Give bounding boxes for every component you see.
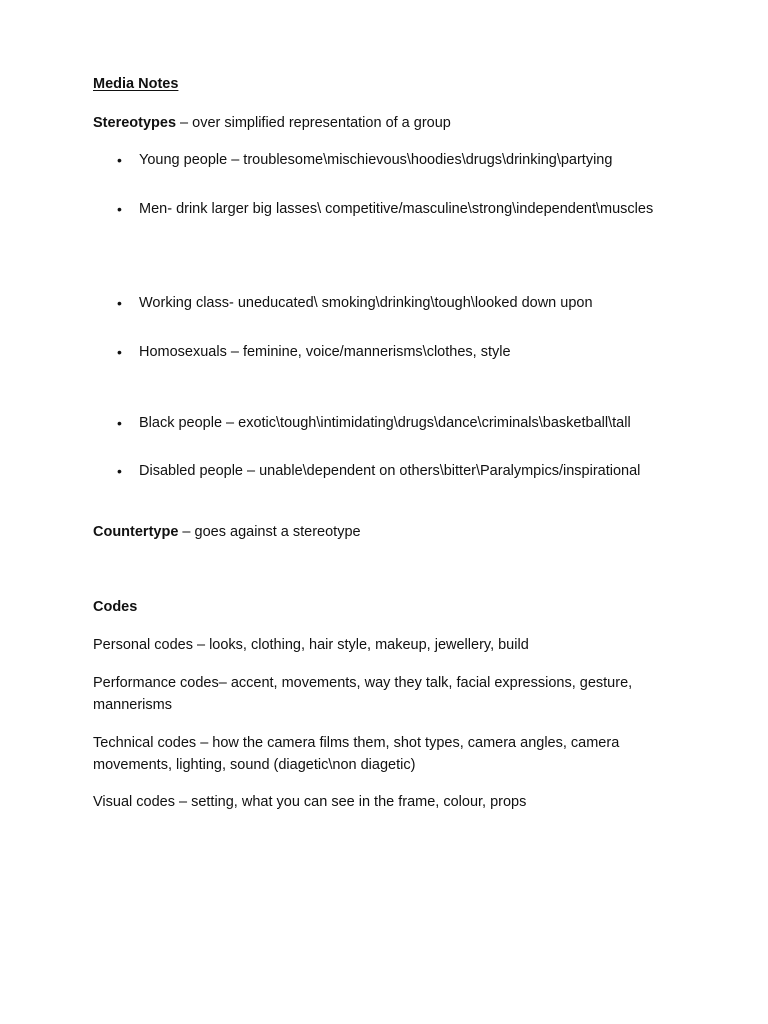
countertype-definition-line bbox=[93, 522, 361, 542]
list-item-text: Men- drink larger big lasses\ competitive/masculine\strong\independent\muscles bbox=[139, 201, 654, 217]
countertype-definition: – goes against a stereotype bbox=[178, 524, 361, 540]
codes-paragraph: Technical codes – how the camera films them, shot types, camera angles, camera movements, lighting, sound (diagetic\non diagetic) bbox=[93, 735, 620, 773]
codes-paragraph: Visual codes – setting, what you can see in the frame, colour, props bbox=[93, 794, 527, 810]
stereotypes-definition: – over simplified representation of a group bbox=[176, 115, 451, 131]
codes-paragraph: Performance codes– accent, movements, way they talk, facial expressions, gesture, mannerisms bbox=[93, 675, 633, 713]
bullet-icon: • bbox=[117, 201, 122, 217]
list-item-text: Disabled people – unable\dependent on others\bitter\Paralympics/inspirational bbox=[139, 463, 641, 479]
codes-heading: Codes bbox=[93, 599, 138, 615]
countertype-term: Countertype bbox=[93, 524, 179, 540]
list-item-text: Black people – exotic\tough\intimidating\drugs\dance\criminals\basketball\tall bbox=[139, 415, 631, 431]
list-item-text: Working class- uneducated\ smoking\drinking\tough\looked down upon bbox=[139, 295, 593, 311]
stereotypes-term: Stereotypes bbox=[93, 115, 177, 131]
bullet-icon: • bbox=[117, 415, 122, 431]
list-item-text: Homosexuals – feminine, voice/mannerisms\clothes, style bbox=[139, 344, 511, 360]
bullet-icon: • bbox=[117, 295, 122, 311]
page-title: Media Notes bbox=[93, 76, 179, 92]
bullet-icon: • bbox=[117, 152, 122, 168]
codes-paragraph: Personal codes – looks, clothing, hair style, makeup, jewellery, build bbox=[93, 637, 529, 653]
bullet-icon: • bbox=[117, 463, 122, 479]
stereotypes-definition-line bbox=[93, 113, 451, 133]
bullet-icon: • bbox=[117, 344, 122, 360]
list-item-text: Young people – troublesome\mischievous\hoodies\drugs\drinking\partying bbox=[139, 152, 613, 168]
